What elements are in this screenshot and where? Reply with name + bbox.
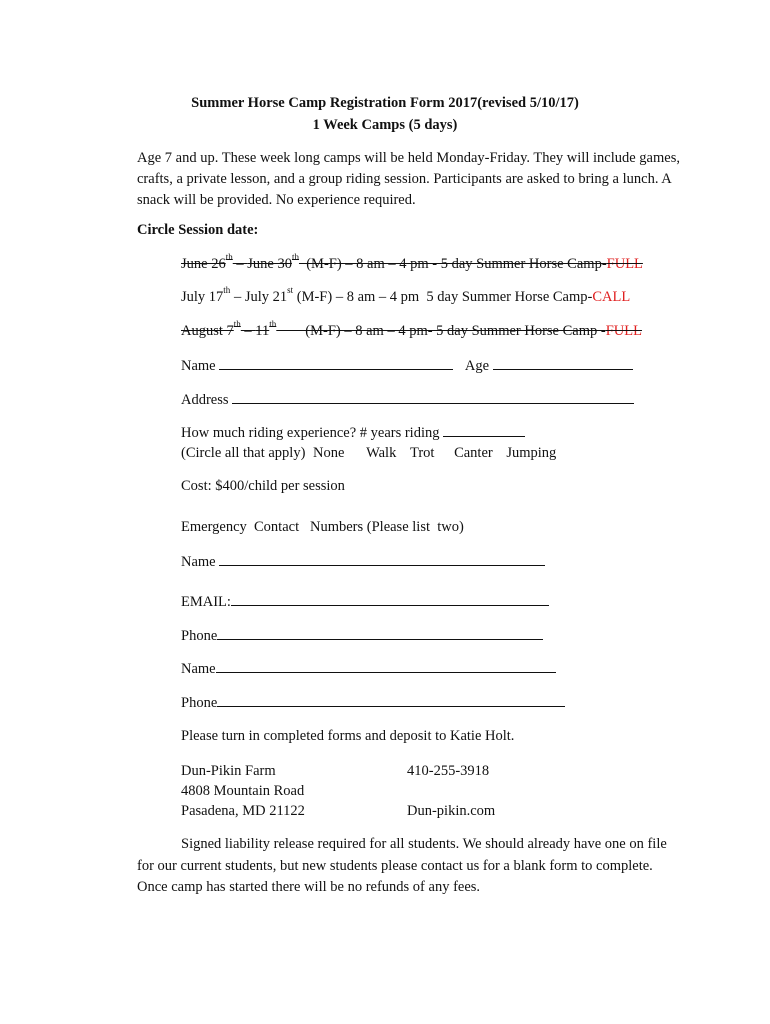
experience-label: How much riding experience? # years riding [181, 425, 440, 441]
phone-field-2[interactable] [217, 694, 565, 707]
status-full: FULL [606, 256, 643, 272]
status-full: FULL [605, 323, 642, 339]
ec-name-row-2 [181, 660, 556, 678]
phone-field-1[interactable] [217, 627, 543, 640]
ec-name-label: Name [181, 661, 216, 677]
session-start: July 17 [181, 289, 224, 305]
option-none[interactable]: None [313, 445, 345, 461]
option-walk[interactable]: Walk [366, 445, 397, 461]
session-option-august[interactable]: August 7th – 11th (M-F) – 8 am – 4 pm- 5 day Summer Horse Camp -FULL [181, 319, 642, 339]
session-end: June 30 [247, 256, 292, 272]
age-label: Age [464, 358, 490, 374]
ec-name-field-2[interactable] [216, 660, 556, 673]
farm-street: 4808 Mountain Road [181, 783, 305, 799]
farm-phone: 410-255-3918 [407, 763, 490, 779]
form-title: Summer Horse Camp Registration Form 2017(revised 5/10/17) [191, 95, 579, 111]
session-end: July 21 [244, 289, 288, 305]
emergency-heading: Emergency Contact Numbers (Please list two) [181, 519, 464, 535]
name-field[interactable] [219, 357, 453, 370]
form-subtitle: 1 Week Camps (5 days) [312, 117, 458, 133]
session-option-june[interactable]: June 26th – June 30th (M-F) – 8 am – 4 pm - 5 day Summer Horse Camp-FULL [181, 252, 643, 272]
email-field[interactable] [231, 593, 549, 606]
session-option-july[interactable]: July 17th – July 21st (M-F) – 8 am – 4 pm 5 day Summer Horse Camp-CALL [181, 285, 631, 305]
phone-label: Phone [181, 628, 218, 644]
address-field[interactable] [232, 391, 634, 404]
farm-name: Dun-Pikin Farm [181, 763, 276, 779]
email-label: EMAIL: [181, 594, 231, 610]
address-row [181, 391, 634, 409]
status-call: CALL [592, 289, 631, 305]
ec-name-label: Name [181, 554, 216, 570]
farm-city: Pasadena, MD 21122 [181, 803, 305, 819]
session-start: August 7 [181, 323, 234, 339]
intro-paragraph: Age 7 and up. These week long camps will be held Monday-Friday. They will include games, crafts, a private lesson, and a group riding session. Participants are asked to bring a lunch. A snack will be provided. No experience required. [137, 150, 680, 208]
phone-row-2 [181, 694, 565, 712]
name-age-row [181, 357, 633, 375]
circle-all-label: (Circle all that apply) [181, 445, 306, 461]
session-start: June 26 [181, 256, 226, 272]
session-end: 11 [255, 323, 270, 339]
circle-session-heading: Circle Session date: [137, 222, 259, 238]
ec-name-field-1[interactable] [219, 553, 545, 566]
closing-paragraph: Signed liability release required for all students. We should already have one on file for our current students, but new students please contact us for a blank form to complete. Once camp has started there will be no refunds of any fees. [137, 836, 667, 895]
option-canter[interactable]: Canter [454, 445, 493, 461]
turn-in-text: Please turn in completed forms and deposit to Katie Holt. [181, 728, 515, 744]
phone-row-1 [181, 627, 543, 645]
address-label: Address [181, 392, 229, 408]
ec-name-row-1 [181, 553, 545, 571]
riding-level-row [181, 445, 556, 462]
experience-row [181, 424, 525, 442]
years-riding-field[interactable] [443, 424, 525, 437]
cost-text: Cost: $400/child per session [181, 478, 345, 494]
phone-label: Phone [181, 695, 218, 711]
email-row [181, 593, 549, 611]
option-trot[interactable]: Trot [409, 445, 435, 461]
farm-website[interactable]: Dun-pikin.com [407, 803, 496, 819]
farm-address [181, 761, 305, 821]
name-label: Name [181, 358, 216, 374]
option-jumping[interactable]: Jumping [506, 445, 557, 461]
age-field[interactable] [493, 357, 633, 370]
